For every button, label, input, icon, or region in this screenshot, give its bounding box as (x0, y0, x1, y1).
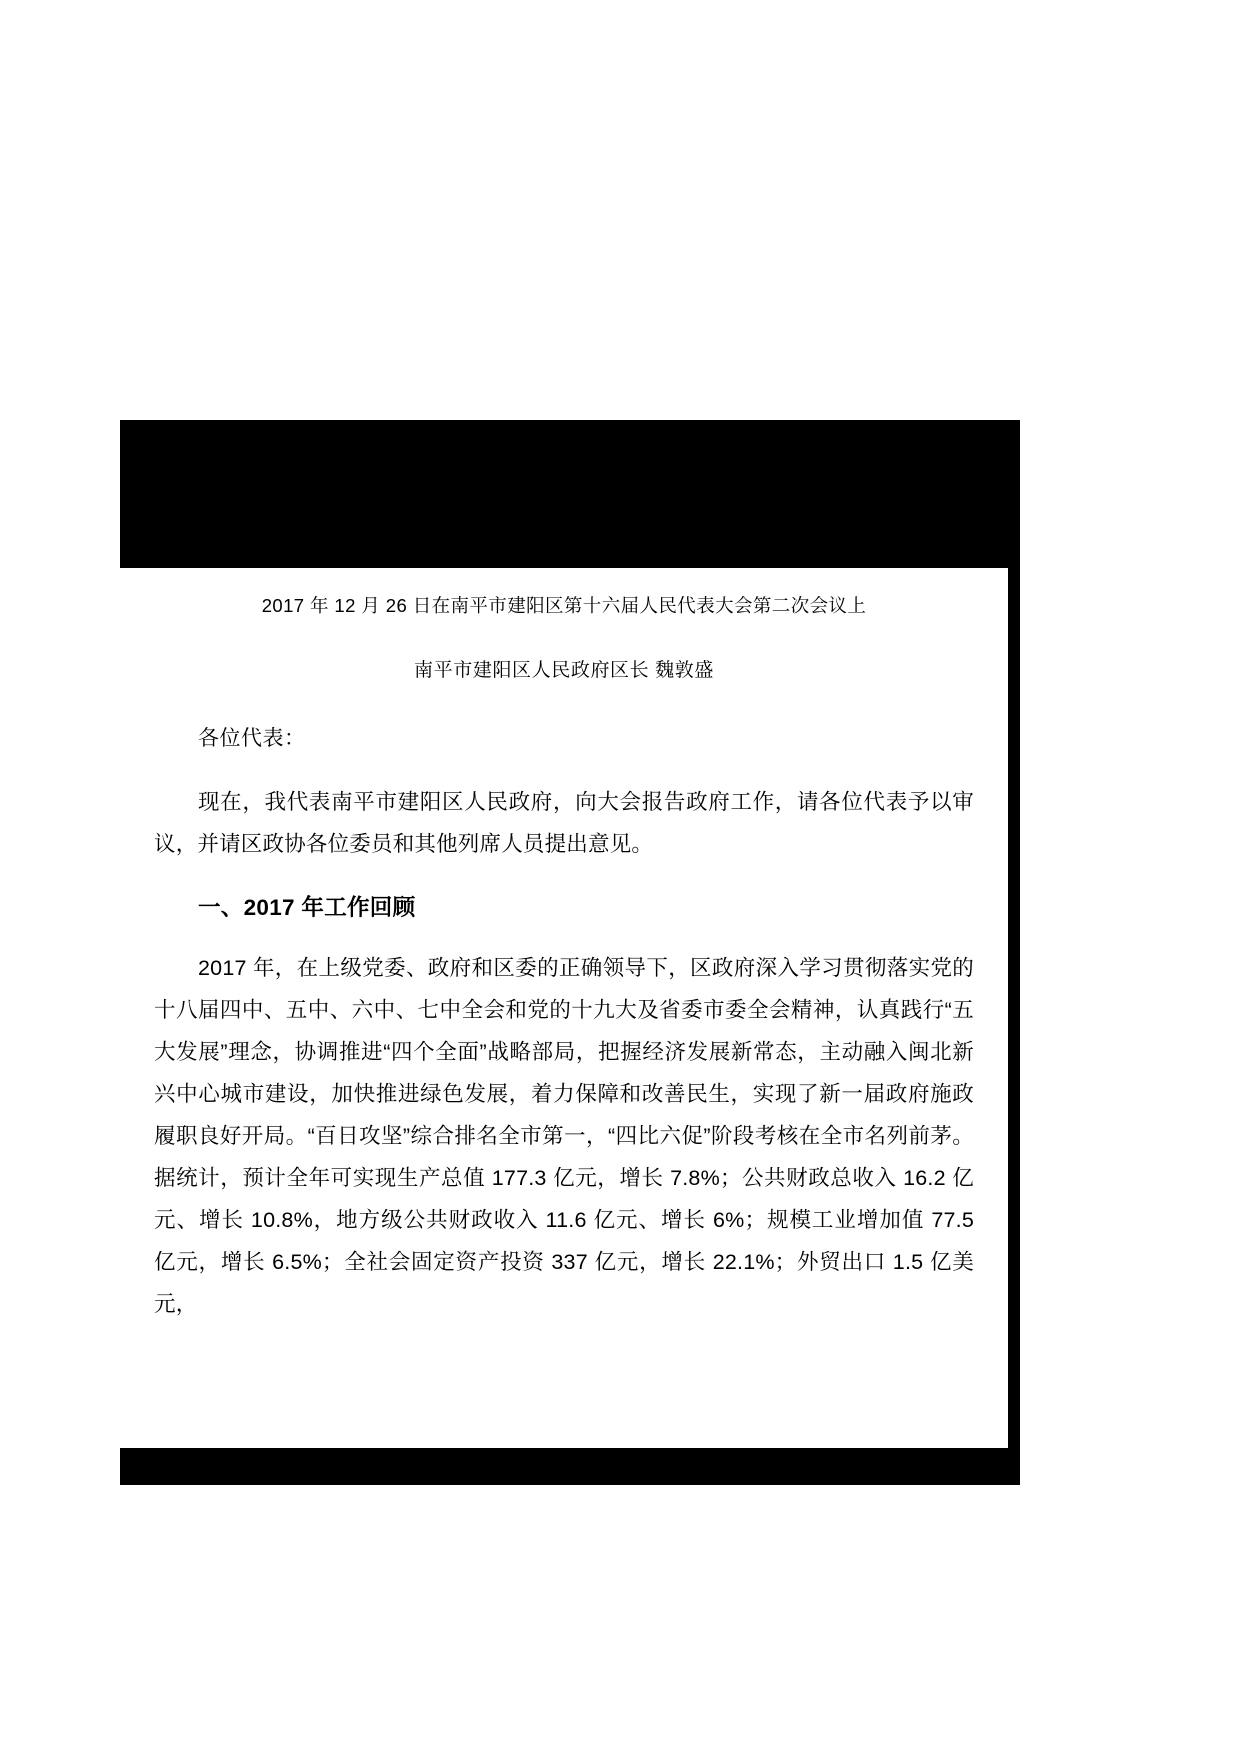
document-meta-line: 2017 年 12 月 26 日在南平市建阳区第十六届人民代表大会第二次会议上 (261, 595, 867, 616)
document-author-line: 南平市建阳区人民政府区长 魏敦盛 (414, 660, 714, 682)
document-page (120, 568, 1008, 1448)
salutation: 各位代表： (198, 727, 306, 751)
intro-paragraph: 现在，我代表南平市建阳区人民政府，向大会报告政府工作，请各位代表予以审议，并请区政协各位委员和其他列席人员提出意见。 (154, 790, 974, 857)
body-paragraph: 2017 年，在上级党委、政府和区委的正确领导下，区政府深入学习贯彻落实党的十八届四中、五中、六中、七中全会和党的十九大及省委市委全会精神，认真践行“五大发展”理念，协调推进“四个全面”战略部局，把握经济发展新常态，主动融入闽北新兴中心城市建设，加快推进绿色发展，着力保障和改善民生，实现了新一届政府施政履职良好开局。“百日攻坚”综合排名全市第一，“四比六促”阶段考核在全市名列前茅。据统计，预计全年可实现生产总值 177.3 亿元，增长 7.8%；公共财政总收入 16.2 亿元、增长 10.8%，地方级公共财政收入 11.6 亿元、增长 6%；规模工业增加值 77.5 亿元，增长 6.5%；全社会固定资产投资 337 亿元，增长 22.1%；外贸出口 1.5 亿美元， (154, 956, 974, 1316)
section-heading: 一、2017 年工作回顾 (198, 895, 416, 921)
scanned-page-block (120, 420, 1020, 1485)
